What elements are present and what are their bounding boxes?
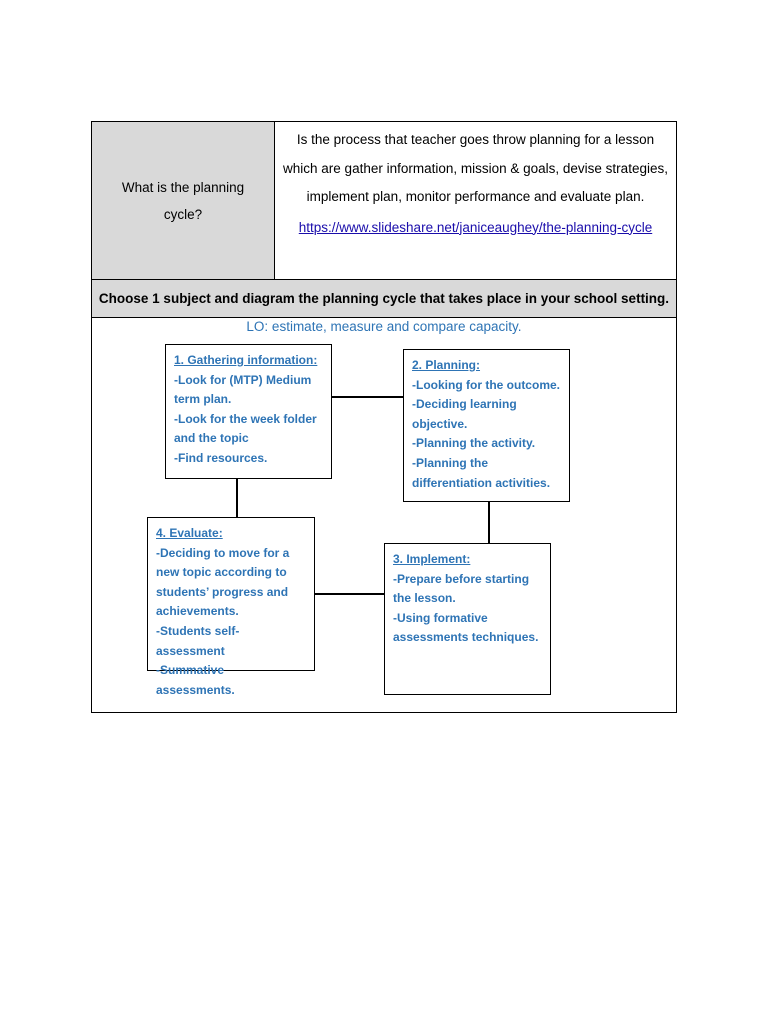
connector-2-3 [488,501,490,543]
learning-objective: LO: estimate, measure and compare capacity. [246,319,522,334]
instruction-text: Choose 1 subject and diagram the planning cycle that takes place in your school setting. [98,291,670,306]
question-row [92,122,676,280]
box-item: -Planning the differentiation activities. [412,455,551,490]
box-item: -Summative assessments. [156,663,235,697]
box-item: -Looking for the outcome. [412,377,560,392]
source-link[interactable]: https://www.slideshare.net/janiceaughey/the-planning-cycle [298,219,653,235]
box-planning [403,349,570,502]
connector-1-2 [332,396,404,398]
box-item: -Prepare before starting the lesson. [393,571,530,606]
box-item: -Look for the week folder and the topic [174,411,317,446]
question-text: What is the planning cycle? [121,179,245,222]
box-item: -Deciding to move for a new topic according to students’ progress and achievements. [156,545,290,619]
box-evaluate [147,517,315,697]
box-title: 1. Gathering information: [174,353,318,367]
planning-table [91,121,677,713]
box-item: -Look for (MTP) Medium term plan. [174,372,312,407]
box-title: 2. Planning: [412,358,481,372]
connector-4-3 [315,593,385,595]
box-item: -Find resources. [174,450,268,465]
box-item: -Using formative assessments techniques. [393,610,539,645]
question-cell [92,122,275,279]
box-item: -Deciding learning objective. [412,397,517,431]
instruction-row [92,280,676,318]
box-implement [384,543,551,695]
box-gathering-information [165,344,332,479]
box-title: 3. Implement: [393,552,471,566]
box-title: 4. Evaluate: [156,526,223,540]
answer-cell [275,122,676,279]
answer-text: Is the process that teacher goes throw planning for a lesson which are gather information, mission & goals, devise strategies, implement plan, monitor performance and evaluate plan. [283,132,668,204]
box-item: -Students self-assessment [156,623,240,658]
box-item: -Planning the activity. [412,436,536,451]
connector-1-4 [236,479,238,518]
